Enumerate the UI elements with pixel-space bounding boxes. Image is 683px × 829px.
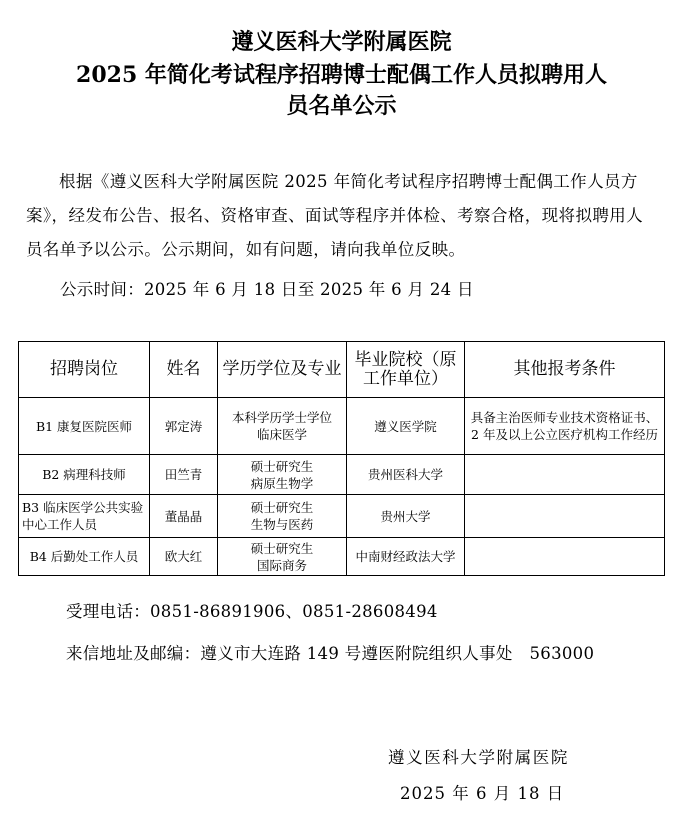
document-title-line1: 遵义医科大学附属医院 bbox=[231, 29, 452, 55]
cell-name: 田竺青 bbox=[150, 455, 218, 495]
cell-other-conditions bbox=[465, 455, 665, 495]
cell-post: B1 康复医院医师 bbox=[19, 398, 150, 455]
cell-education bbox=[218, 495, 347, 538]
signature-organization: 遵义医科大学附属医院 bbox=[388, 748, 569, 767]
education-degree: 本科学历学士学位 bbox=[231, 410, 332, 425]
body-paragraph: 根据《遵义医科大学附属医院 2025 年简化考试程序招聘博士配偶工作人员方案》，经发布公告、报名、资格审查、面试等程序并体检、考察合格，现将拟聘用人员名单予以公示。公示期间，如有问题，请向我单位反映。 bbox=[26, 172, 644, 259]
document-title-line2: 2025 年简化考试程序招聘博士配偶工作人员拟聘用人 bbox=[76, 62, 607, 88]
education-major: 生物与医药 bbox=[250, 517, 314, 532]
education-degree: 硕士研究生 bbox=[250, 500, 314, 515]
header-name: 姓名 bbox=[150, 342, 218, 398]
mailing-address: 来信地址及邮编：遵义市大连路 149 号遵医附院组织人事处 563000 bbox=[66, 644, 595, 663]
table-row bbox=[19, 495, 665, 538]
document-title-line3: 员名单公示 bbox=[286, 93, 397, 119]
cell-school: 中南财经政法大学 bbox=[347, 538, 465, 576]
table-row bbox=[19, 398, 665, 455]
cell-education bbox=[218, 455, 347, 495]
header-education: 学历学位及专业 bbox=[218, 342, 347, 398]
signature-date: 2025 年 6 月 18 日 bbox=[400, 784, 565, 803]
publicity-period: 公示时间：2025 年 6 月 18 日至 2025 年 6 月 24 日 bbox=[60, 280, 474, 299]
table-row bbox=[19, 538, 665, 576]
cell-other-conditions: 具备主治医师专业技术资格证书、2 年及以上公立医疗机构工作经历 bbox=[465, 398, 665, 455]
header-school: 毕业院校（原工作单位） bbox=[347, 342, 465, 398]
cell-school: 贵州大学 bbox=[347, 495, 465, 538]
education-degree: 硕士研究生 bbox=[250, 458, 314, 474]
cell-post: B3 临床医学公共实验中心工作人员 bbox=[19, 495, 150, 538]
table-header-row bbox=[19, 342, 665, 398]
cell-name: 欧大红 bbox=[150, 538, 218, 576]
header-post: 招聘岗位 bbox=[19, 342, 150, 398]
cell-name: 董晶晶 bbox=[150, 495, 218, 538]
education-major: 病原生物学 bbox=[250, 475, 314, 491]
header-other-conditions: 其他报考条件 bbox=[465, 342, 665, 398]
cell-education bbox=[218, 538, 347, 576]
education-major: 国际商务 bbox=[256, 557, 307, 573]
table-row bbox=[19, 455, 665, 495]
cell-school: 贵州医科大学 bbox=[347, 455, 465, 495]
cell-post: B2 病理科技师 bbox=[19, 455, 150, 495]
candidate-table bbox=[18, 341, 665, 576]
cell-post: B4 后勤处工作人员 bbox=[19, 538, 150, 576]
cell-other-conditions bbox=[465, 538, 665, 576]
cell-other-conditions bbox=[465, 495, 665, 538]
cell-school: 遵义医学院 bbox=[347, 398, 465, 455]
cell-education bbox=[218, 398, 347, 455]
education-degree: 硕士研究生 bbox=[250, 540, 314, 556]
education-major: 临床医学 bbox=[256, 427, 307, 442]
contact-phone: 受理电话：0851-86891906、0851-28608494 bbox=[66, 602, 438, 621]
cell-name: 郭定涛 bbox=[150, 398, 218, 455]
